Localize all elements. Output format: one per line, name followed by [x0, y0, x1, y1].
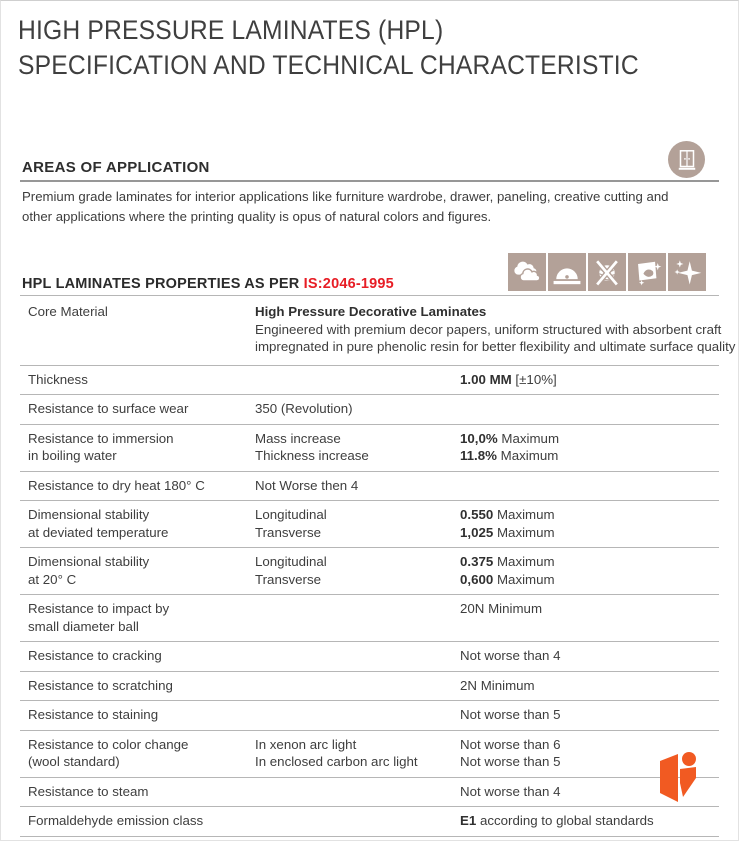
- property-name: Resistance to steam: [28, 783, 149, 799]
- property-detail: 350 (Revolution): [255, 401, 353, 416]
- property-name: Resistance to surface wear: [28, 401, 189, 416]
- property-detail: [255, 706, 460, 724]
- property-value: 0.550 Maximum 1,025 Maximum: [460, 507, 555, 540]
- property-name: Resistance to cracking: [28, 648, 162, 663]
- property-value: [460, 477, 719, 495]
- body-line: Premium grade laminates for interior applications like furniture wardrobe, drawer, paneling, creative cutting and: [22, 189, 669, 204]
- table-row: [20, 295, 736, 365]
- property-value: E1 according to global standards: [460, 813, 654, 828]
- properties-table: [20, 295, 736, 837]
- property-value: 1.00 MM [±10%]: [460, 371, 557, 387]
- abrasion-disc-icon: [548, 253, 586, 291]
- property-detail: [255, 783, 460, 801]
- no-scratch-icon: [588, 253, 626, 291]
- property-value: 0.375 Maximum 0,600 Maximum: [460, 554, 555, 587]
- areas-of-application-heading: AREAS OF APPLICATION: [22, 159, 210, 176]
- body-line: other applications where the printing quality is opus of natural colors and figures.: [22, 209, 492, 224]
- table-row: [20, 730, 719, 777]
- table-row: [20, 500, 719, 547]
- page-title-line1: HIGH PRESSURE LAMINATES (HPL): [18, 15, 444, 45]
- property-name: Resistance to dry heat 180° C: [28, 477, 205, 493]
- property-name: Thickness: [28, 371, 88, 387]
- property-value: 10,0% Maximum 11.8% Maximum: [460, 430, 560, 463]
- property-value: Not worse than 6 Not worse than 5: [460, 736, 561, 769]
- property-value: 20N Minimum: [460, 601, 543, 616]
- brand-k-logo: [655, 747, 699, 805]
- feature-icons-row: [508, 253, 706, 291]
- table-row: [20, 641, 719, 671]
- standard-code: IS:2046-1995: [303, 276, 394, 292]
- table-row: [20, 777, 719, 807]
- property-name: Resistance to immersion in boiling water: [28, 430, 174, 463]
- property-detail: High Pressure Decorative Laminates Engineered with premium decor papers, uniform structured with absorbent craft impregnated in pure phenolic resin for better flexibility and ultimate surface quality: [255, 304, 736, 354]
- property-name: Dimensional stability at deviated temperature: [28, 507, 169, 540]
- property-detail: [255, 371, 460, 389]
- table-row: [20, 547, 719, 594]
- property-detail: Not Worse then 4: [255, 477, 359, 493]
- page-title: [18, 13, 639, 83]
- property-value: Not worse than 4: [460, 648, 561, 663]
- property-name: Resistance to staining: [28, 707, 159, 722]
- property-value: Not worse than 5: [460, 707, 561, 722]
- page-title-line2: SPECIFICATION AND TECHNICAL CHARACTERISTIC: [18, 50, 639, 80]
- properties-heading-text: HPL LAMINATES PROPERTIES AS PER: [22, 276, 304, 292]
- table-row: [20, 394, 719, 424]
- property-value: 2N Minimum: [460, 677, 535, 693]
- table-row: [20, 471, 719, 501]
- table-row: [20, 365, 719, 395]
- table-row: [20, 424, 719, 471]
- property-detail: [255, 812, 460, 830]
- table-row: [20, 594, 719, 641]
- shine-icon: [668, 253, 706, 291]
- property-name: Core Material: [28, 304, 108, 319]
- property-detail: In xenon arc light In enclosed carbon arc light: [255, 736, 418, 769]
- section-divider: [20, 180, 719, 182]
- property-name: Formaldehyde emission class: [28, 813, 204, 828]
- property-value: [460, 400, 719, 418]
- property-name: Resistance to scratching: [28, 677, 173, 693]
- properties-heading: [22, 276, 394, 292]
- wardrobe-icon: [668, 141, 705, 178]
- property-detail: Longitudinal Transverse: [255, 507, 327, 540]
- table-row: [20, 671, 719, 701]
- easy-clean-icon: [628, 253, 666, 291]
- property-detail: Longitudinal Transverse: [255, 554, 327, 587]
- property-detail: [255, 647, 460, 665]
- property-detail: Mass increase Thickness increase: [255, 430, 369, 463]
- table-row: [20, 700, 719, 730]
- property-name: Resistance to impact by small diameter ball: [28, 601, 170, 634]
- property-name: Dimensional stability at 20° C: [28, 554, 150, 587]
- property-value: Not worse than 4: [460, 783, 561, 799]
- property-name: Resistance to color change (wool standard): [28, 736, 189, 769]
- areas-of-application-body: [22, 187, 669, 227]
- steam-clouds-icon: [508, 253, 546, 291]
- property-detail: [255, 600, 460, 635]
- property-detail: [255, 677, 460, 695]
- table-row: [20, 806, 719, 836]
